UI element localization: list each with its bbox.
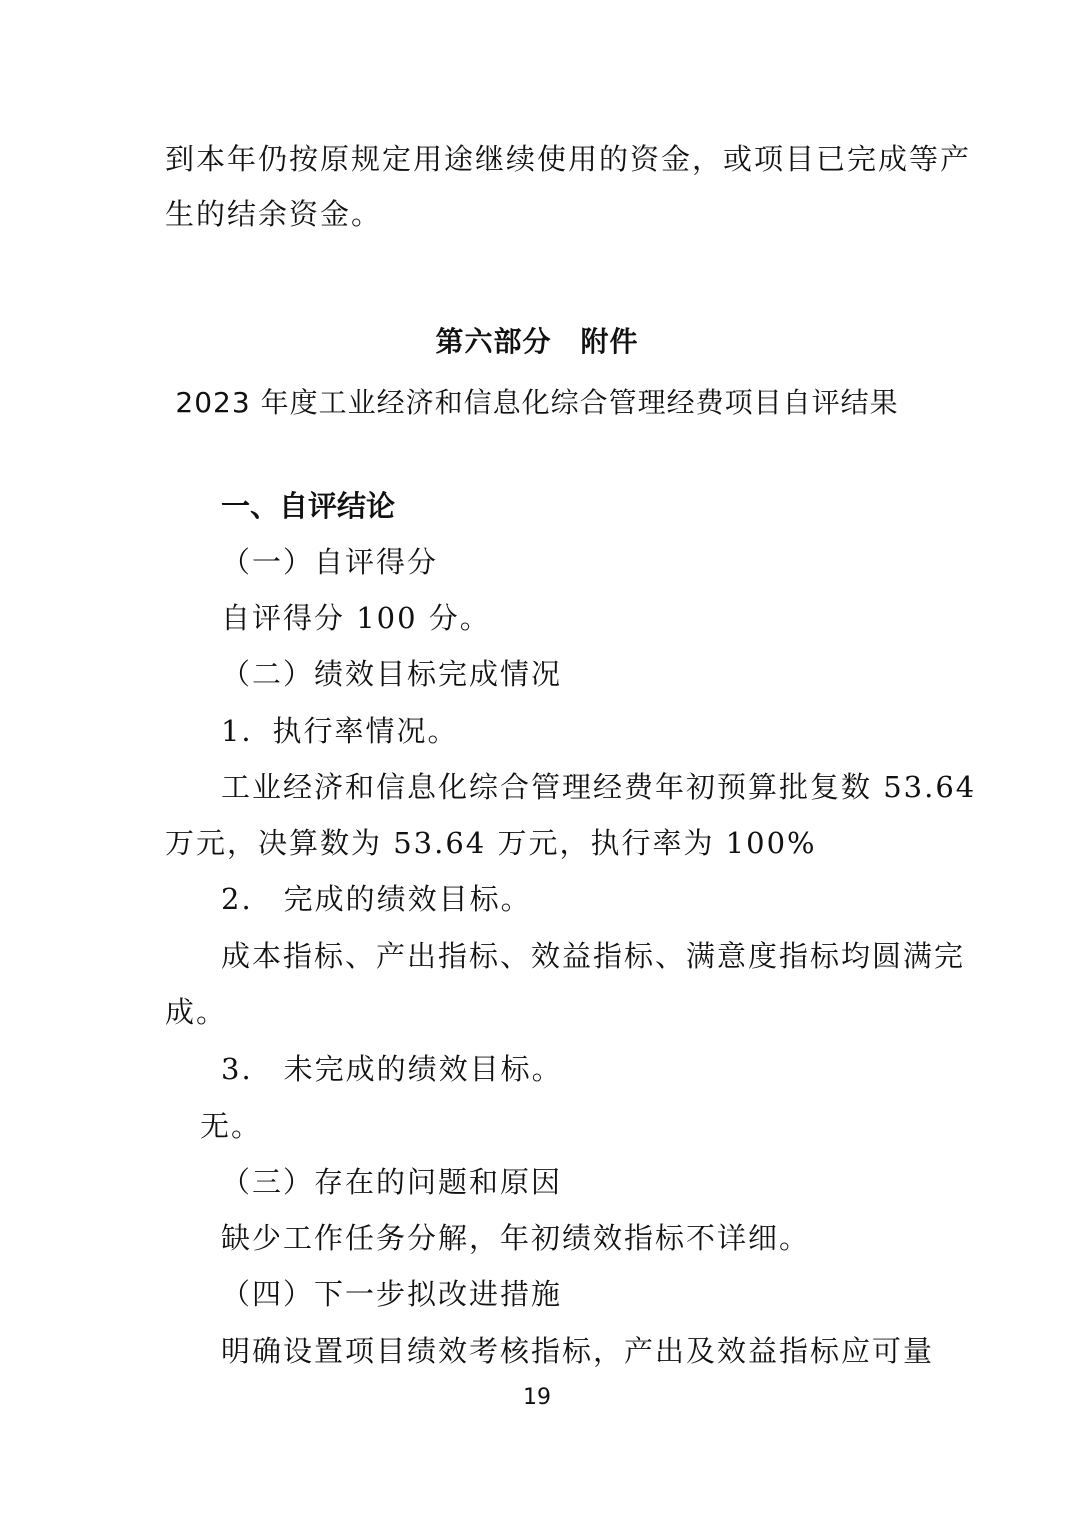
page-number: 19 <box>523 1385 551 1410</box>
problems-text: 缺少工作任务分解，年初绩效指标不详细。 <box>221 1221 811 1255</box>
item-heading-execution-rate: 1．执行率情况。 <box>221 714 459 748</box>
continuation-line-2: 生的结余资金。 <box>165 197 383 231</box>
document-title: 2023 年度工业经济和信息化综合管理经费项目自评结果 <box>175 386 899 419</box>
item-heading-uncompleted-goals: 3. 未完成的绩效目标。 <box>221 1052 563 1086</box>
continuation-line-1: 到本年仍按原规定用途继续使用的资金，或项目已完成等产 <box>165 142 972 176</box>
subsection-heading-score: （一）自评得分 <box>221 545 439 579</box>
subsection-heading-improvements: （四）下一步拟改进措施 <box>221 1277 563 1311</box>
execution-rate-text-line-1: 工业经济和信息化综合管理经费年初预算批复数 53.64 <box>221 770 977 804</box>
improvements-text: 明确设置项目绩效考核指标，产出及效益指标应可量 <box>221 1334 935 1368</box>
item-heading-completed-goals: 2. 完成的绩效目标。 <box>221 882 532 916</box>
subsection-heading-goals: （二）绩效目标完成情况 <box>221 657 563 691</box>
completed-goals-text-line-1: 成本指标、产出指标、效益指标、满意度指标均圆满完 <box>221 939 966 973</box>
uncompleted-goals-text: 无。 <box>200 1109 263 1143</box>
score-text: 自评得分 100 分。 <box>221 601 491 635</box>
section-heading-self-evaluation: 一、自评结论 <box>221 489 396 523</box>
part-title: 第六部分 附件 <box>435 325 639 358</box>
subsection-heading-problems: （三）存在的问题和原因 <box>221 1165 563 1199</box>
execution-rate-text-line-2: 万元，决算数为 53.64 万元，执行率为 100% <box>165 826 817 860</box>
completed-goals-text-line-2: 成。 <box>165 995 228 1029</box>
